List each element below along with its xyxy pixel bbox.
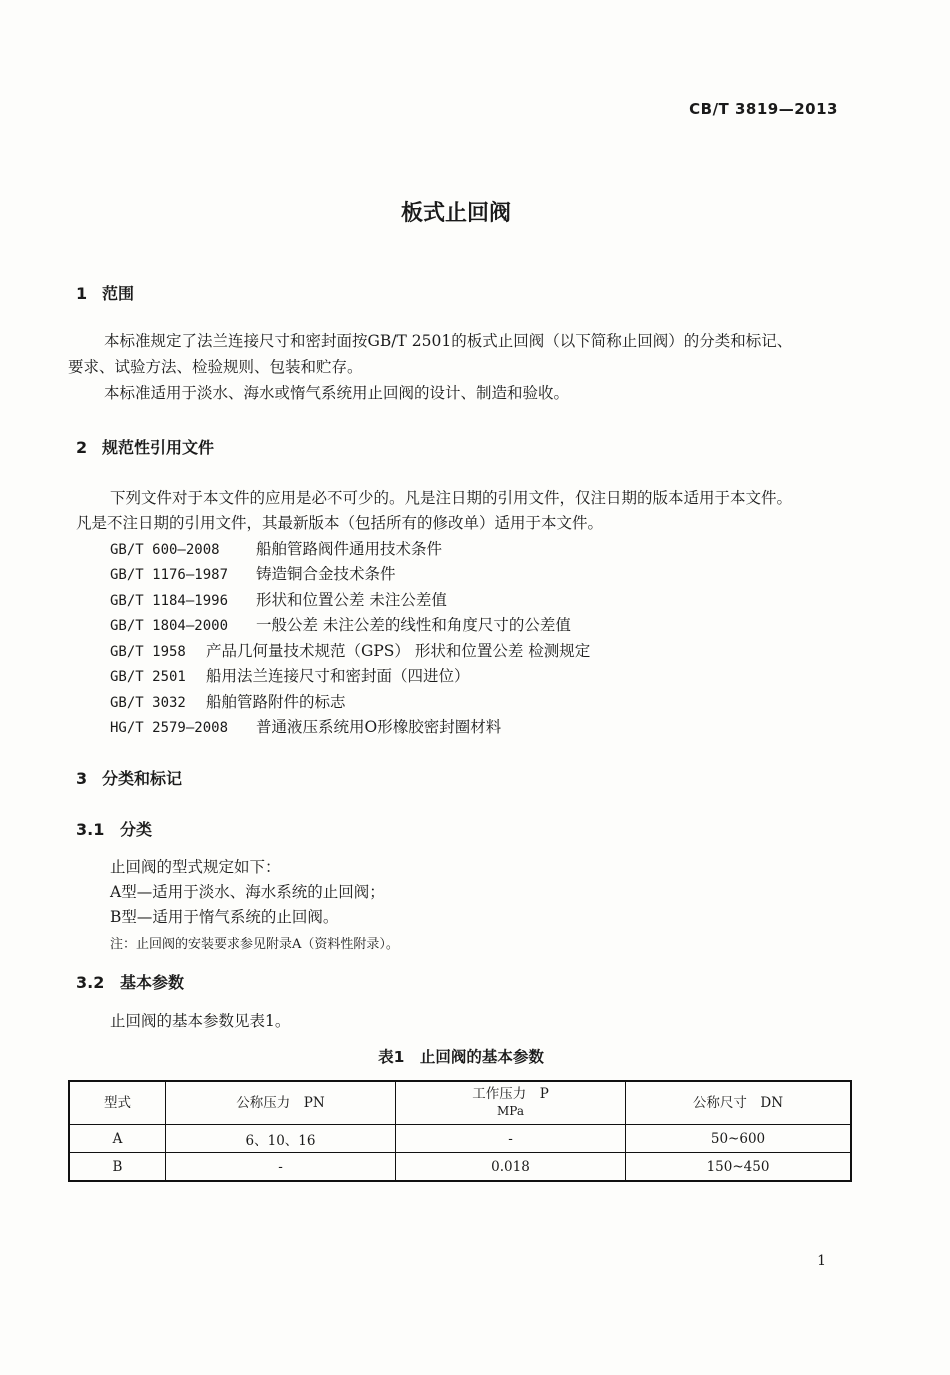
paragraph: B型—适用于惰气系统的止回阀。: [110, 908, 339, 926]
paragraph: 本标准规定了法兰连接尺寸和密封面按GB/T 2501的板式止回阀（以下简称止回阀）的分类和标记、: [104, 332, 793, 350]
section-title: 分类和标记: [102, 769, 183, 788]
reference-title: 船舶管路附件的标志: [206, 693, 346, 711]
section-number: 3: [76, 769, 88, 788]
header-working-pressure: [396, 1081, 626, 1125]
reference-item: [110, 715, 501, 737]
paragraph: 要求、试验方法、检验规则、包装和贮存。: [68, 358, 363, 376]
header-type: 型式: [69, 1081, 166, 1125]
section-title: 范围: [102, 284, 135, 303]
header-nominal-pressure: 公称压力 PN: [166, 1081, 396, 1125]
subsection-3-1-heading: [76, 817, 152, 840]
reference-item: [110, 639, 590, 661]
cell-pn: -: [166, 1153, 396, 1182]
reference-item: [110, 664, 470, 686]
paragraph: A型—适用于淡水、海水系统的止回阀；: [110, 883, 385, 901]
reference-title: 产品几何量技术规范（GPS） 形状和位置公差 检测规定: [206, 642, 591, 660]
reference-code: HG/T 2579—2008: [110, 720, 229, 736]
cell-dn: 50~600: [626, 1125, 852, 1153]
cell-dn: 150~450: [626, 1153, 852, 1182]
reference-code: GB/T 1804—2000: [110, 618, 229, 634]
document-title: 板式止回阀: [400, 201, 511, 226]
reference-code: GB/T 1958: [110, 644, 186, 660]
section-number: 1: [76, 284, 88, 303]
note: 注：止回阀的安装要求参见附录A（资料性附录）。: [110, 937, 399, 952]
header-working-pressure-label: 工作压力 P: [472, 1086, 549, 1102]
subsection-number: 3.2: [76, 973, 105, 992]
reference-title: 普通液压系统用O形橡胶密封圈材料: [256, 718, 502, 736]
table-header-row: [69, 1081, 851, 1125]
header-working-pressure-unit: MPa: [497, 1104, 524, 1118]
cell-type: B: [69, 1153, 166, 1182]
section-3-heading: [76, 766, 182, 789]
reference-code: GB/T 1176—1987: [110, 567, 229, 583]
section-number: 2: [76, 438, 88, 457]
reference-title: 船舶管路阀件通用技术条件: [256, 540, 443, 558]
subsection-number: 3.1: [76, 820, 105, 839]
subsection-3-2-heading: [76, 970, 184, 993]
paragraph: 下列文件对于本文件的应用是必不可少的。凡是注日期的引用文件，仅注日期的版本适用于本文件。: [110, 489, 793, 507]
cell-type: A: [69, 1125, 166, 1153]
reference-item: [110, 690, 346, 712]
reference-code: GB/T 1184—1996: [110, 593, 229, 609]
paragraph: 凡是不注日期的引用文件，其最新版本（包括所有的修改单）适用于本文件。: [76, 514, 604, 532]
cell-pn: 6、10、16: [166, 1125, 396, 1153]
section-1-heading: [76, 281, 134, 304]
reference-item: [110, 588, 447, 610]
page-number: 1: [817, 1253, 826, 1269]
subsection-title: 基本参数: [120, 973, 185, 992]
paragraph: 止回阀的基本参数见表1。: [110, 1012, 291, 1030]
reference-code: GB/T 2501: [110, 669, 186, 685]
reference-item: [110, 613, 571, 635]
parameters-table: [68, 1080, 852, 1182]
reference-item: [110, 562, 396, 584]
reference-title: 形状和位置公差 未注公差值: [256, 591, 447, 609]
table-row: [69, 1153, 851, 1182]
table-title: 表1 止回阀的基本参数: [378, 1048, 544, 1066]
reference-code: GB/T 600—2008: [110, 542, 220, 558]
section-2-heading: [76, 435, 214, 458]
table-row: [69, 1125, 851, 1153]
standard-code: CB/T 3819—2013: [689, 100, 838, 118]
reference-code: GB/T 3032: [110, 695, 186, 711]
cell-wp: 0.018: [396, 1153, 626, 1182]
reference-title: 一般公差 未注公差的线性和角度尺寸的公差值: [256, 616, 571, 634]
reference-item: [110, 537, 442, 559]
header-nominal-size: 公称尺寸 DN: [626, 1081, 852, 1125]
subsection-title: 分类: [120, 820, 153, 839]
paragraph: 本标准适用于淡水、海水或惰气系统用止回阀的设计、制造和验收。: [104, 384, 570, 402]
section-title: 规范性引用文件: [102, 438, 215, 457]
paragraph: 止回阀的型式规定如下：: [110, 858, 281, 876]
reference-title: 船用法兰连接尺寸和密封面（四进位）: [206, 667, 470, 685]
cell-wp: -: [396, 1125, 626, 1153]
reference-title: 铸造铜合金技术条件: [256, 565, 396, 583]
